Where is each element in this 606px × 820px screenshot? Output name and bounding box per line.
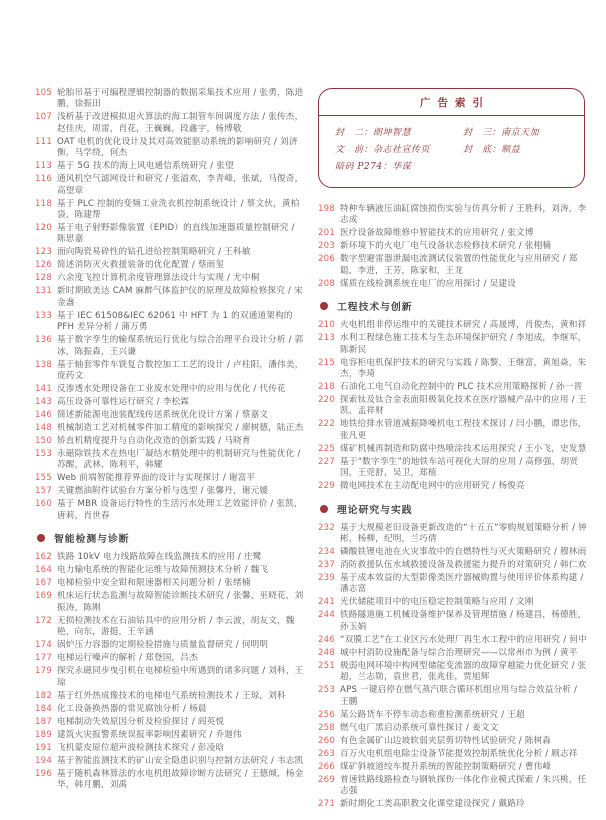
toc-page-number: 191 — [35, 742, 53, 753]
toc-entry-text: 煤矿斜坡道绞车提升系统的智能控制策略研究 / 曹伟峰 — [340, 761, 552, 772]
toc-entry — [318, 320, 588, 331]
toc-entry-text: 百万火电机组电除尘设备节能提效控制系统优化分析 / 顾志祥 — [340, 748, 578, 759]
toc-entry-text: 石油化工电气自动化控制中的 PLC 技术应用策略探析 / 孙一晋 — [340, 382, 583, 393]
toc-entry-text: 通风机空气滤网设计和研究 / 张溢欢，李青峰，张斌，马俊奇，高望章 — [57, 174, 304, 196]
toc-page-number: 225 — [318, 443, 336, 454]
toc-entry-text: 基于成本效益的大型影像类医疗器械购置与使用评价体系构建 / 潘志富 — [340, 573, 584, 595]
toc-entry-text: 煤矿机械再制造和防腐中热喷涂技术运用探究 / 王小飞，史发慧 — [340, 443, 587, 454]
section-title: 工程技术与创新 — [337, 302, 413, 314]
toc-entry — [35, 653, 305, 664]
toc-page-number: 131 — [35, 286, 53, 297]
toc-entry — [318, 382, 588, 393]
toc-page-number: 206 — [318, 254, 336, 265]
toc-entry-text: 电容柜电机保护技术的研究与实践 / 陈黎，王继富，黄旭焱，朱杰，李琦 — [340, 357, 587, 380]
toc-entry-text: 基于 5G 技术的海上风电通信系统研究 / 张望 — [57, 161, 234, 172]
toc-entry-text: 探索钛及钛合金表面阳极氧化技术在医疗器械产品中的应用 / 王凯，孟祥财 — [340, 395, 587, 417]
toc-page-number: 189 — [35, 729, 53, 740]
toc-entry — [35, 247, 305, 258]
toc-entry — [318, 333, 588, 356]
toc-page-number: 198 — [318, 204, 336, 214]
ad-index-box — [318, 88, 585, 188]
ad-entry-front: 文 前：杂志社宣传页 — [335, 145, 431, 155]
ad-index-row — [335, 142, 568, 159]
section-header — [320, 502, 588, 516]
toc-entry — [318, 228, 588, 239]
toc-page-number: 269 — [318, 774, 336, 785]
toc-page-number: 113 — [35, 161, 53, 172]
toc-entry-text: 磷酸铁锂电池在火灾事故中的自燃特性与灭火策略研究 / 穆林雨 — [340, 547, 587, 558]
toc-entry-text: 电梯运行噪声的解析 / 郑登国，吕杰 — [57, 653, 198, 664]
toc-entry — [35, 423, 305, 434]
ad-index-row — [335, 125, 568, 142]
toc-entry — [318, 547, 588, 558]
toc-entry — [318, 762, 588, 773]
toc-page-number: 120 — [35, 223, 53, 234]
toc-page-number: 271 — [318, 799, 336, 810]
toc-entry-text: 光伏储能项目中的电压稳定控制策略与应用 / 文刚 — [340, 597, 534, 608]
toc-page-number: 116 — [35, 174, 53, 185]
toc-page-number: 164 — [35, 565, 53, 576]
toc-entry-text: 基于 MBR 设备运行特性的生活污水处理工艺效能评价 / 张凯，唐莉，肖世春 — [57, 499, 303, 521]
toc-page-number: 146 — [35, 410, 53, 421]
toc-entry-text: 地铁给排水管道减振降噪机电工程技术探讨 / 闫小鹏，谭忠伟，张凡更 — [340, 419, 587, 441]
toc-page-number: 251 — [318, 660, 336, 671]
toc-entry-text: 基于随机森林算法的水电机组故障诊断方法研究 / 王德倾，杨金华，韩月鹏，刘禹 — [57, 768, 304, 790]
toc-entry-text: 基于“数字孪生”的地铁车站可视化大屏的应用 / 高修强，胡贤国，王莞舒，吴卫，郑植 — [340, 456, 579, 479]
ad-entry-code: 暗码 P274：华谋 — [335, 162, 412, 172]
toc-entry-text: 无损检测技术在石油钻具中的应用分析 / 李云波，胡友文，魏艳，向东，游挺，王辛涵 — [57, 615, 295, 638]
toc-page-number: 246 — [318, 634, 336, 645]
toc-page-number: 203 — [318, 241, 336, 252]
toc-entry — [35, 730, 305, 741]
toc-entry-text: 铁路 10kV 电力线路故障在线监测技术的应用 / 庄鹭 — [57, 552, 262, 563]
toc-page-number: 218 — [318, 382, 336, 393]
toc-page-number: 187 — [35, 716, 53, 727]
toc-page-number: 241 — [318, 597, 336, 608]
toc-page-number: 133 — [35, 310, 53, 321]
toc-entry-text: APS 一键启停在燃气蒸汽联合循环机组应用与综合效益分析 / 王鹏 — [340, 685, 578, 707]
toc-page-number: 138 — [35, 359, 53, 370]
toc-page-number: 111 — [35, 136, 53, 147]
toc-entry-text: 基于数字孪生的输煤系统运行优化与综合治理平台设计分析 / 郭冰，陈振森，王兴谦 — [57, 335, 304, 357]
toc-entry — [35, 174, 305, 197]
section-bullet-icon — [320, 505, 328, 513]
toc-page-number: 220 — [318, 395, 336, 406]
toc-entry — [318, 723, 588, 734]
ad-index-row — [335, 159, 568, 176]
ad-index-title: 广告索引 — [319, 89, 584, 116]
toc-page-number: 107 — [35, 112, 53, 123]
section-bullet-icon — [37, 534, 45, 542]
toc-entry-text: 新环境下的火电厂电气设备状态检修技术研究 / 张栩楠 — [340, 241, 552, 252]
toc-entry-text: 铁路隧道施工机械设备维护保养及管理措施 / 杨建昌，杨德胜，孙玉娟 — [340, 610, 587, 632]
toc-entry-text: Web 前端智能推荐界面的设计与实现探讨 / 谢富平 — [57, 473, 256, 484]
toc-page-number: 196 — [35, 768, 53, 779]
toc-column-right-entries — [318, 204, 588, 811]
toc-page-number: 169 — [35, 591, 53, 602]
toc-entry — [35, 591, 305, 614]
toc-entry-text: 城中村消防设施配备与综合治理研究——以常州市为例 / 黄平 — [340, 647, 578, 658]
toc-entry — [35, 384, 305, 395]
toc-entry — [318, 661, 588, 684]
toc-entry — [35, 161, 305, 172]
toc-page-number: 155 — [35, 473, 53, 484]
toc-entry — [318, 560, 588, 571]
section-title: 智能检测与诊断 — [54, 534, 130, 546]
toc-page-number: 136 — [35, 335, 53, 346]
toc-entry — [318, 204, 588, 227]
toc-page-number: 210 — [318, 320, 336, 331]
toc-entry-text: “双膜工艺”在工业区污水处理厂再生水工程中的应用研究 / 何中 — [340, 634, 587, 645]
toc-entry — [318, 597, 588, 608]
toc-entry — [318, 799, 588, 810]
toc-page-number: 174 — [35, 640, 53, 651]
toc-page-number: 153 — [35, 449, 53, 460]
toc-entry — [318, 481, 588, 492]
toc-entry-text: 微电网技术在主动配电网中的应用研究 / 杨俊亮 — [340, 481, 525, 492]
toc-entry-text: 机械制造工艺对机械零件加工精度的影响探究 / 廖树德，陆正杰 — [57, 423, 304, 434]
toc-entry — [318, 523, 588, 546]
toc-entry-text: 基于轴套零件车铣复合数控加工工艺的设计 / 卢柱阳，潘伟美，庞药文 — [57, 359, 304, 382]
toc-entry — [35, 223, 305, 246]
toc-entry — [35, 756, 305, 767]
toc-entry-text: 新时期欧美达 CAM 麻醉气体监护仪的原理及故障检修探究 / 宋金盏 — [57, 286, 303, 308]
toc-entry-text: 简述新能源电池装配线传送系统优化设计方案 / 蔡嘉文 — [57, 410, 269, 421]
toc-entry — [318, 635, 588, 646]
toc-entry-text: 有色金属矿山边坡软弱夹层剪切特性试验研究 / 陈树淼 — [340, 735, 552, 746]
toc-page-number: 182 — [35, 690, 53, 701]
toc-entry-text: 化工设备换热器的常见腐蚀分析 / 杨晨 — [57, 703, 207, 714]
toc-entry — [35, 486, 305, 497]
toc-entry-text: 建筑火灾报警系统误报率影响因素研究 / 乔迦伟 — [57, 729, 242, 740]
toc-entry-text: 基于大规模老旧设备更新改造的“十五五”零购规划策略分析 / 钟彬，杨柳，纪明，兰巧倩 — [340, 522, 587, 545]
toc-entry — [318, 710, 588, 721]
toc-page-number: 227 — [318, 456, 336, 467]
toc-entry-text: 煤质在线检测系统在电厂的应用探讨 / 吴建设 — [340, 278, 517, 289]
toc-page-number: 143 — [35, 397, 53, 408]
toc-entry — [318, 736, 588, 747]
toc-page-number: 162 — [35, 552, 53, 563]
toc-entry-text: 高压设备可靠性运行研究 / 李松霖 — [57, 397, 190, 408]
toc-page-number: 118 — [35, 198, 53, 209]
section-title: 理论研究与实践 — [337, 504, 413, 516]
toc-entry — [35, 199, 305, 222]
toc-page-number: 179 — [35, 666, 53, 677]
toc-page-number: 256 — [318, 709, 336, 720]
ad-entry-cover2: 封 二：朗坤智慧 — [335, 128, 412, 138]
toc-entry-text: 基于红外热成像技术的电梯电气系统检测技术 / 王琼，刘科 — [57, 690, 286, 701]
toc-entry — [318, 279, 588, 290]
toc-page-number: 248 — [318, 647, 336, 658]
toc-entry-text: 新时期化工类高职教文化课堂建设探究 / 戴路玲 — [340, 799, 525, 810]
ad-index-body — [319, 116, 584, 187]
toc-entry-text: 某公路货车不停车动态称重检测系统研究 / 王超 — [340, 709, 525, 720]
toc-page-number: 239 — [318, 573, 336, 584]
toc-page-number: 237 — [318, 560, 336, 571]
toc-entry — [35, 260, 305, 271]
toc-page-number: 194 — [35, 755, 53, 766]
toc-entry — [35, 410, 305, 421]
toc-entry-text: 机床运行状态监测与故障智能诊断技术研究 / 张馨，巫晓花，刘振涛，陈刚 — [57, 591, 304, 613]
toc-entry-text: 锅炉压力容器的定期检验措施与质量监督研究 / 何明明 — [57, 640, 269, 651]
toc-entry-text: 数字型避雷器泄漏电流测试仪装置的性能优化与应用研究 / 郑聪，李进，王芳，陈家和，王龙 — [340, 254, 578, 276]
toc-entry — [318, 419, 588, 442]
toc-entry — [35, 578, 305, 589]
toc-entry — [35, 436, 305, 447]
toc-entry — [35, 640, 305, 651]
toc-entry — [318, 457, 588, 480]
toc-page-number: 266 — [318, 761, 336, 772]
toc-page-number: 184 — [35, 703, 53, 714]
toc-entry — [35, 743, 305, 754]
toc-entry — [318, 444, 588, 455]
toc-entry — [318, 254, 588, 277]
toc-entry — [35, 666, 305, 689]
toc-entry — [35, 360, 305, 383]
toc-entry — [35, 769, 305, 792]
toc-entry-text: 轮胎吊基于可编程逻辑控制器的数据采集技术应用 / 张勇，陈进鹏，徐振田 — [57, 88, 304, 110]
toc-page-number: 232 — [318, 522, 336, 533]
toc-page-number: 150 — [35, 436, 53, 447]
toc-entry — [35, 616, 305, 639]
toc-entry — [35, 691, 305, 702]
toc-entry — [35, 286, 305, 309]
toc-page-number: 213 — [318, 333, 336, 344]
toc-entry-text: 探究永磁同步曳引机在电梯检验中所遇到的诸多问题 / 刘科，王琼 — [57, 666, 304, 688]
toc-page-number: 172 — [35, 615, 53, 626]
toc-entry-text: 电梯检验中安全钳和限速器相关问题分析 / 张绪楠 — [57, 578, 251, 589]
toc-entry-text: 医疗设备故障维修中智能技术的应用研究 / 张文博 — [340, 228, 534, 239]
toc-entry-text: 燃气电厂黑启动系统可靠性探讨 / 姜文文 — [340, 722, 499, 733]
toc-page-number: 263 — [318, 748, 336, 759]
toc-page-number: 148 — [35, 423, 53, 434]
toc-page-number: 253 — [318, 685, 336, 696]
toc-entry-text: 电力输电系统的智能化运维与故障预测技术分析 / 魏飞 — [57, 565, 269, 576]
toc-entry — [35, 717, 305, 728]
toc-entry-text: 反渗透水处理设备在工业废水处理中的应用与优化 / 代传花 — [57, 384, 286, 395]
toc-entry-text: 永磁除铁技术在热电厂凝结水精处理中的机制研究与性能优化 / 苏醒，武林，陈利平，韩耀 — [57, 449, 301, 471]
toc-page-number: 123 — [35, 247, 53, 258]
toc-entry — [35, 397, 305, 408]
toc-entry — [35, 449, 305, 472]
ad-entry-empty — [463, 159, 568, 176]
toc-entry-text: 基于智能监测技术的矿山安全隐患识别与控制方法研究 / 韦志凯 — [57, 755, 304, 766]
toc-entry — [318, 749, 588, 760]
section-bullet-icon — [320, 302, 328, 310]
toc-entry — [318, 685, 588, 708]
toc-entry — [318, 648, 588, 659]
toc-entry-text: 六余度飞控计算机余度管理算法设计与实现 / 尤中桐 — [57, 273, 260, 284]
toc-entry-text: 基于 IEC 61508&IEC 62061 中 HFT 为 1 的双通道架构的 PFH 差异分析 / 蒲万勇 — [57, 310, 293, 333]
toc-page-number: 229 — [318, 481, 336, 492]
toc-entry-text: 面向陶瓷易碎性的钻孔进给控制策略研究 / 王科敏 — [57, 247, 251, 258]
toc-page-number: 234 — [318, 547, 336, 558]
toc-entry-text: 关键燃油附件试验台方案分析与选型 / 张馨丹，谢元媛 — [57, 486, 269, 497]
toc-page-number: 258 — [318, 722, 336, 733]
toc-entry — [35, 565, 305, 576]
toc-page-number: 157 — [35, 486, 53, 497]
toc-entry-text: 飞机蒙皮原位超声波检测技术探究 / 彭凌晗 — [57, 742, 225, 753]
toc-entry — [35, 273, 305, 284]
toc-page-number: 215 — [318, 357, 336, 368]
toc-entry — [35, 112, 305, 135]
toc-entry — [318, 358, 588, 381]
toc-entry-text: 基于 PLC 控制的变频工业洗衣机控制系统设计 / 蔡文伙，黄柏袋，陈建帮 — [57, 198, 300, 221]
toc-page-number: 105 — [35, 88, 53, 98]
toc-entry — [318, 775, 588, 798]
section-header — [37, 531, 305, 545]
toc-page-number: 160 — [35, 499, 53, 510]
toc-entry — [35, 311, 305, 334]
toc-entry-text: 电梯制动失效原因分析及检验探讨 / 阎英悦 — [57, 716, 225, 727]
toc-entry-text: 矫直机精度提升与自动化改造的创新实践 / 马晓育 — [57, 436, 251, 447]
toc-entry — [35, 552, 305, 563]
toc-page-number: 126 — [35, 260, 53, 271]
toc-entry — [35, 473, 305, 484]
toc-entry-text: 水利工程绿色施工技术与生态环境保护研究 / 李旭成，李继军，陈新民 — [340, 333, 587, 355]
toc-entry — [35, 335, 305, 358]
ad-entry-cover3: 封 三：南京天加 — [463, 128, 540, 138]
toc-page-number: 128 — [35, 273, 53, 284]
toc-entry — [318, 610, 588, 633]
toc-entry — [35, 704, 305, 715]
toc-entry-text: 普速铁路线路检查与钢轨探伤一体化作业模式探索 / 朱兴桃，任志强 — [340, 774, 587, 797]
toc-entry-text: 浅析基于改进模拟退火算法的海工制管车间调度方法 / 张传杰，赵佳庆，周雷，肖花，王巍巍，段鑫宇，杨博敬 — [57, 112, 304, 134]
toc-entry — [318, 241, 588, 252]
toc-entry — [35, 137, 305, 160]
ad-entry-back: 封 底：顺益 — [463, 145, 521, 155]
toc-entry-text: 简述消防灭火救援装备的优化配置 / 蔡雨玺 — [57, 260, 225, 271]
toc-entry-text: 特种车辆液压油缸腐蚀损伤实验与仿真分析 / 王胜科，刘涛，李志成 — [340, 204, 587, 226]
toc-entry-text: 极弱电网环境中构网型储能变流器的故障穿越能力优化研究 / 张超，兰志勋，袁世君，张兆佳，贾旭辉 — [340, 660, 587, 683]
toc-page-number: 244 — [318, 610, 336, 621]
toc-page-number: 167 — [35, 578, 53, 589]
toc-page-number: 141 — [35, 384, 53, 395]
toc-entry-text: 消防救援队伍水域救援设备及救援能力提升的对策研究 / 韩仁欢 — [340, 560, 587, 571]
toc-column-right — [318, 88, 588, 812]
toc-page-number: 222 — [318, 419, 336, 430]
toc-entry — [35, 88, 305, 111]
section-header — [320, 299, 588, 313]
toc-page-number: 201 — [318, 228, 336, 239]
toc-entry-text: 基于电子射野影像装置（EPID）的直线加速器质量控制研究 / 陈思嘉 — [57, 223, 295, 245]
toc-entry — [35, 499, 305, 522]
toc-page-number: 260 — [318, 735, 336, 746]
toc-entry-text: 火电机组非停运维中的关键技术研究 / 高晟博，肖俊杰，黄和祥 — [340, 320, 587, 331]
toc-column-left — [35, 88, 305, 793]
toc-page-number: 177 — [35, 653, 53, 664]
toc-entry — [318, 573, 588, 596]
toc-entry-text: OAT 电机的优化设计及其对高效能驱动系统的影响研究 / 刘济衡，马学绕，何杰 — [57, 136, 298, 159]
toc-page-number: 208 — [318, 278, 336, 289]
toc-entry — [318, 395, 588, 418]
